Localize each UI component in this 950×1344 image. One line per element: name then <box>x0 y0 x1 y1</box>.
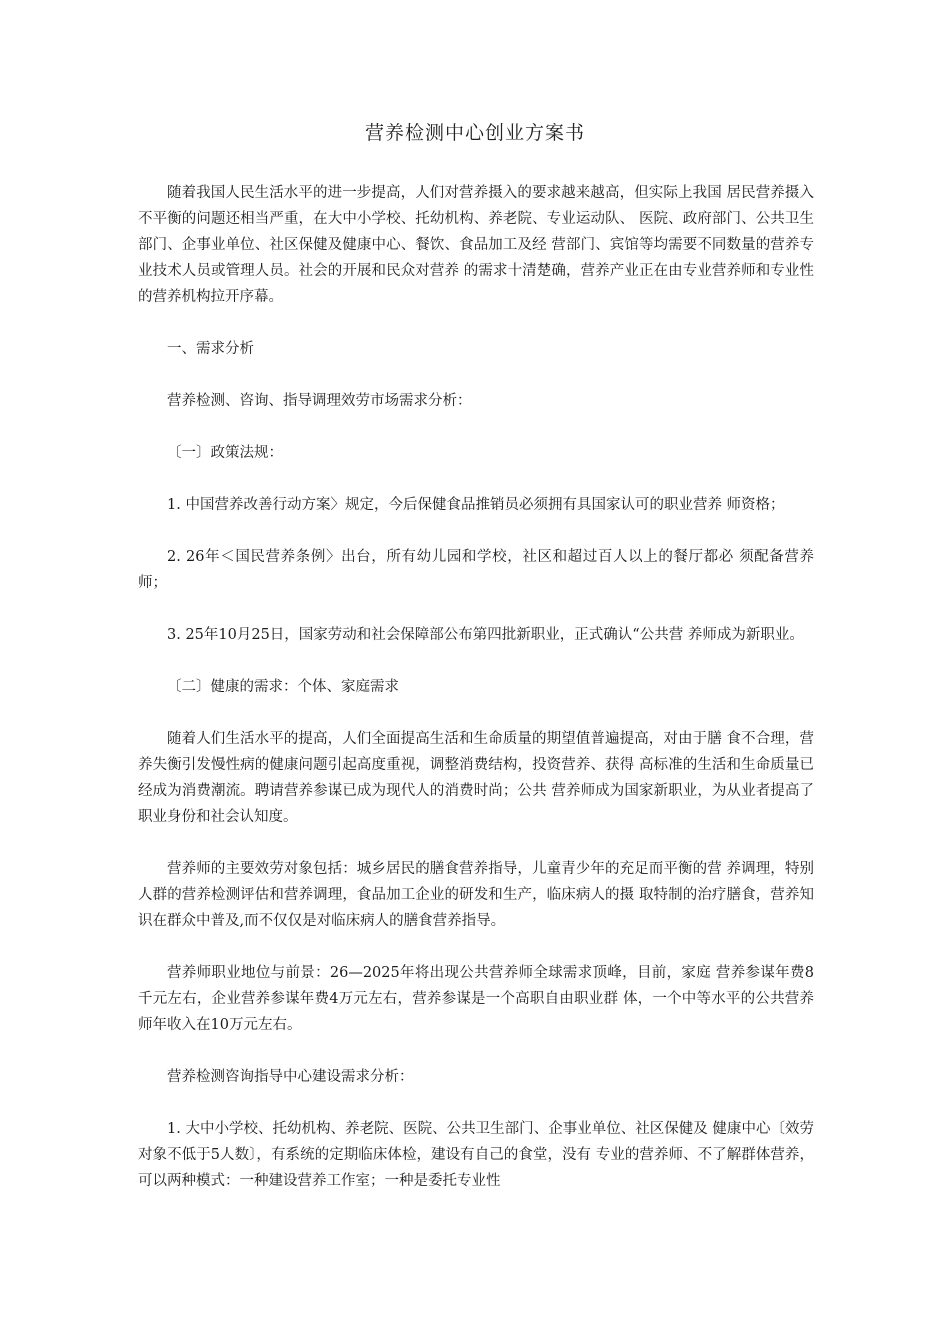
heading-health-demand: 〔二〕健康的需求：个体、家庭需求 <box>167 679 399 695</box>
paragraph-market-demand: 营养检测、咨询、指导调理效劳市场需求分析： <box>167 393 472 409</box>
paragraph-career-prospects: 营养师职业地位与前景：26—2025年将出现公共营养师全球需求顶峰，目前，家庭 营养参谋年费8千元左右，企业营养参谋年费4万元左右，营养参谋是一个高职自由职业群 体，一个中等水平的公共营养师年收入在10万元左右。 <box>138 965 814 1033</box>
document-body <box>138 180 814 1194</box>
paragraph-intro: 随着我国人民生活水平的进一步提高，人们对营养摄入的要求越来越高，但实际上我国 居民营养摄入不平衡的问题还相当严重，在大中小学校、托幼机构、养老院、专业运动队、 医院、政府部门、公共卫生部门、企事业单位、社区保健及健康中心、餐饮、食品加工及经 营部门、宾馆等均需要不同数量的营养专业技术人员或管理人员。社会的开展和民众对营养 的需求十清楚确，营养产业正在由专业营养师和专业性的营养机构拉开序幕。 <box>138 185 814 305</box>
list-item-policy-2: 2. 26年＜国民营养条例〉出台，所有幼儿园和学校，社区和超过百人以上的餐厅都必 须配备营养师； <box>138 549 814 591</box>
paragraph-health-demand: 随着人们生活水平的提高，人们全面提高生活和生命质量的期望值普遍提高，对由于膳 食不合理，营养失衡引发慢性病的健康问题引起高度重视，调整消费结构，投资营养、获得 高标准的生活和生命质量已经成为消费潮流。聘请营养参谋已成为现代人的消费时尚；公共 营养师成为国家新职业，为从业者提高了职业身份和社会认知度。 <box>138 731 814 825</box>
paragraph-service-targets: 营养师的主要效劳对象包括：城乡居民的膳食营养指导，儿童青少年的充足而平衡的营 养调理，特别人群的营养检测评估和营养调理，食品加工企业的研发和生产，临床病人的摄 取特制的治疗膳食，营养知识在群众中普及,而不仅仅是对临床病人的膳食营养指导。 <box>138 861 814 929</box>
document-title: 营养检测中心创业方案书 <box>364 122 585 144</box>
heading-demand-analysis: 一、需求分析 <box>167 341 254 357</box>
heading-center-construction: 营养检测咨询指导中心建设需求分析： <box>167 1069 414 1085</box>
list-item-policy-3: 3. 25年10月25日，国家劳动和社会保障部公布第四批新职业，正式确认“公共营 养师成为新职业。 <box>167 627 804 643</box>
list-item-policy-1: 1. 中国营养改善行动方案〉规定，今后保健食品推销员必须拥有具国家认可的职业营养 师资格； <box>167 497 785 513</box>
list-item-construction-1: 1. 大中小学校、托幼机构、养老院、医院、公共卫生部门、企事业单位、社区保健及 健康中心〔效劳对象不低于5人数〕，有系统的定期临床体检，建设有自己的食堂，没有 专业的营养师、不了解群体营养，可以两种模式：一种建设营养工作室；一种是委托专业性 <box>138 1121 814 1189</box>
heading-policy: 〔一〕政策法规： <box>167 445 283 461</box>
